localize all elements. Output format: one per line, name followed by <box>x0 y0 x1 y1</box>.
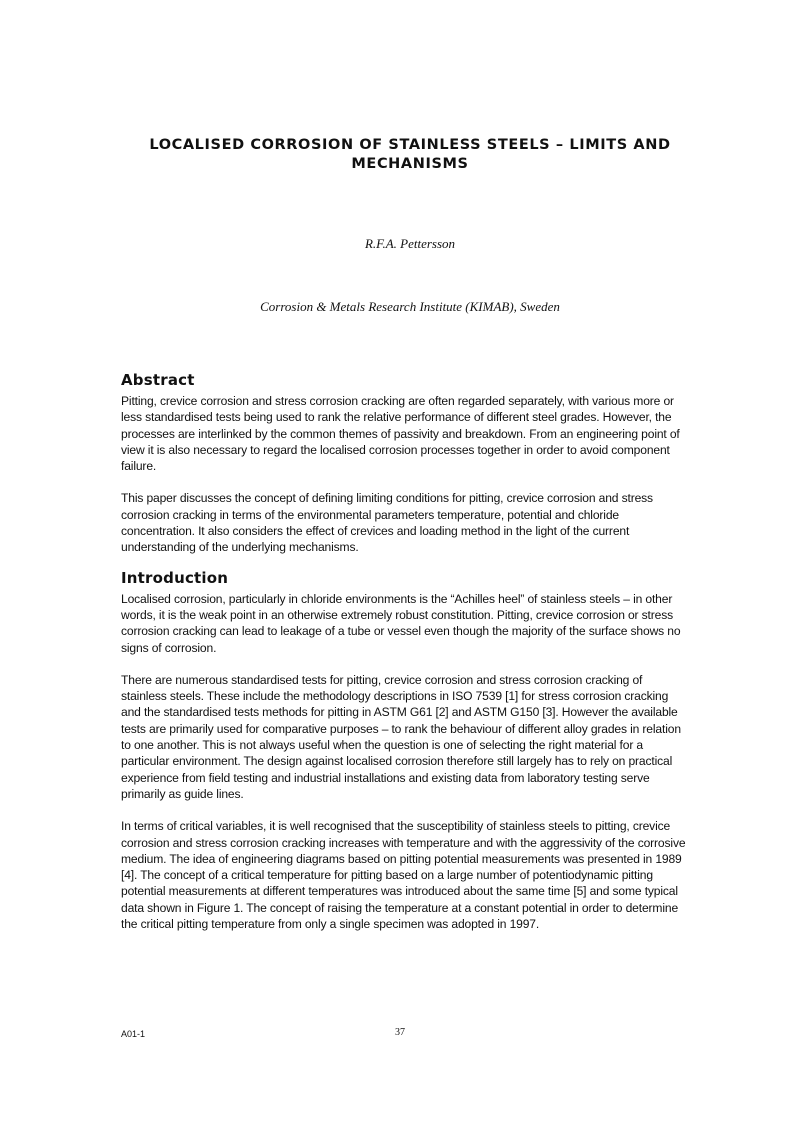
section-heading-introduction: Introduction <box>121 568 229 587</box>
introduction-paragraph: In terms of critical variables, it is well recognised that the susceptibility of stainless steels to pitting, crevice corrosion and stress corrosion cracking increases with temperature and with the aggressivity of the corrosive medium. The idea of engineering diagrams based on pitting potential measurements was presented in 1989 [4]. The concept of a critical temperature for pitting based on a large number of potentiodynamic pitting potential measurements at different temperatures was introduced about the same time [5] and some typical data shown in Figure 1. The concept of raising the temperature at a constant potential in order to determine the critical pitting temperature from only a single specimen was adopted in 1997. <box>121 819 686 932</box>
introduction-paragraph: There are numerous standardised tests for pitting, crevice corrosion and stress corrosion cracking of stainless steels. These include the methodology descriptions in ISO 7539 [1] for stress corrosion cracking and the standardised tests methods for pitting in ASTM G61 [2] and ASTM G150 [3]. However the available tests are primarily used for comparative purposes – to rank the behaviour of different alloy grades in relation to one another. This is not always useful when the question is one of selecting the right material for a particular environment. The design against localised corrosion therefore still largely has to rely on practical experience from field testing and industrial installations and existing data from laboratory testing serve primarily as guide lines. <box>121 672 681 801</box>
abstract-paragraph: Pitting, crevice corrosion and stress corrosion cracking are often regarded separately, with various more or less standardised tests being used to rank the relative performance of different steel grades. However, the processes are interlinked by the common themes of passivity and breakdown. From an engineering point of view it is also necessary to regard the localised corrosion processes together in order to avoid component failure. <box>121 394 680 474</box>
author-name: R.F.A. Pettersson <box>364 236 456 251</box>
footer-code: A01-1 <box>121 1029 146 1039</box>
paper-title: LOCALISED CORROSION OF STAINLESS STEELS – LIMITS AND MECHANISMS <box>149 137 671 172</box>
abstract-section <box>121 370 691 556</box>
paper-body <box>121 370 691 948</box>
abstract-paragraph: This paper discusses the concept of defining limiting conditions for pitting, crevice corrosion and stress corrosion cracking in terms of the environmental parameters temperature, potential and chloride concentration. It also considers the effect of crevices and loading method in the light of the current understanding of the underlying mechanisms. <box>121 491 653 555</box>
author-affiliation: Corrosion & Metals Research Institute (KIMAB), Sweden <box>260 299 560 314</box>
section-heading-abstract: Abstract <box>121 371 195 389</box>
introduction-section <box>121 568 691 933</box>
introduction-paragraph: Localised corrosion, particularly in chloride environments is the “Achilles heel” of stainless steels – in other words, it is the weak point in an otherwise extremely robust constitution. Pitting, crevice corrosion or stress corrosion cracking can lead to leakage of a tube or vessel even though the majority of the surface shows no signs of corrosion. <box>121 591 681 655</box>
page-number: 37 <box>395 1027 405 1038</box>
